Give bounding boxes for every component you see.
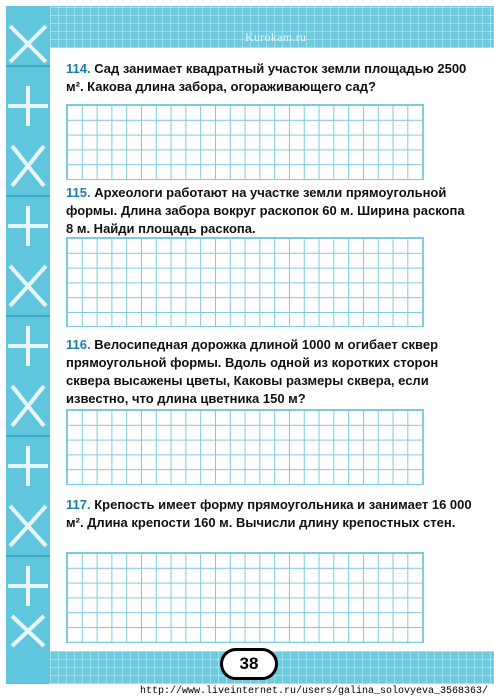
source-url[interactable]: http://www.liveinternet.ru/users/galina_solovyeva_3568363/ (140, 684, 494, 699)
task-text: Археологи работают на участке земли прямоугольной формы. Длина забора вокруг раскопок 60 м. Ширина раскопа 8 м. Найди площадь раскопа. (66, 185, 465, 236)
answer-grid-117[interactable] (66, 552, 424, 643)
task-number: 115. (66, 185, 91, 200)
task-115 (66, 184, 474, 238)
task-116 (66, 336, 474, 408)
answer-grid-115[interactable] (66, 237, 424, 327)
watermark: Kurokam.ru (245, 30, 307, 44)
answer-grid-116[interactable] (66, 409, 424, 485)
task-number: 116. (66, 337, 91, 352)
task-number: 117. (66, 497, 91, 512)
answer-grid-114[interactable] (66, 104, 424, 180)
task-text: Велосипедная дорожка длиной 1000 м огибает сквер прямоугольной формы. Вдоль одной из коротких сторон сквера высажены цветы, Каковы размеры сквера, если известно, что длина цветника 150 м? (66, 337, 439, 406)
task-117 (66, 496, 474, 532)
math-symbols-pattern (6, 6, 50, 651)
task-text: Крепость имеет форму прямоугольника и занимает 16 000 м². Длина крепости 160 м. Вычисли длину крепостных стен. (66, 497, 472, 530)
task-number: 114. (66, 61, 91, 76)
task-114 (66, 60, 474, 96)
page-number: 38 (220, 648, 278, 680)
task-text: Сад занимает квадратный участок земли площадью 2500 м². Какова длина забора, огораживающего сад? (66, 61, 467, 94)
decorative-left-strip (6, 6, 50, 651)
decorative-bottom-corner (6, 651, 50, 684)
